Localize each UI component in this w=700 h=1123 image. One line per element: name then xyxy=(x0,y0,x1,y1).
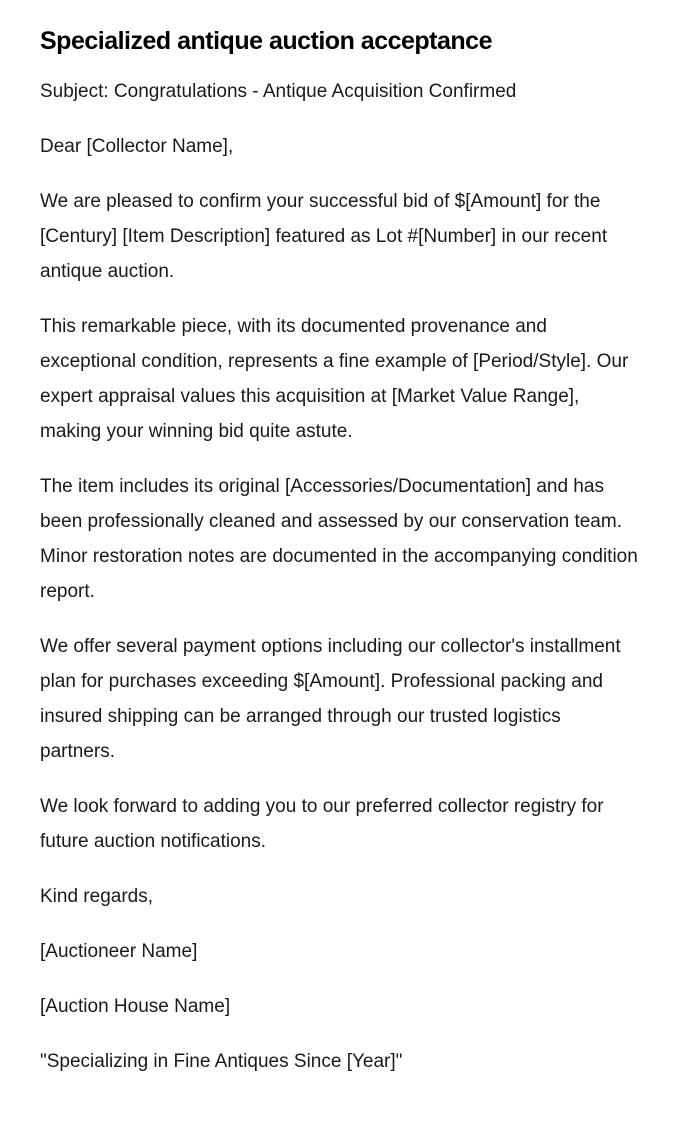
body-paragraph: We offer several payment options including our collector's installment plan for purchases exceeding $[Amount]. Professional packing and insured shipping can be arranged through our trusted logistics partners. xyxy=(40,636,621,762)
salutation: Dear [Collector Name], xyxy=(40,136,234,157)
tagline: "Specializing in Fine Antiques Since [Year]" xyxy=(40,1051,403,1072)
signature-company: [Auction House Name] xyxy=(40,996,231,1017)
body-paragraph: We look forward to adding you to our preferred collector registry for future auction notifications. xyxy=(40,796,604,852)
document-title: Specialized antique auction acceptance xyxy=(40,27,492,55)
signature-name: [Auctioneer Name] xyxy=(40,941,198,962)
body-paragraph: We are pleased to confirm your successful bid of $[Amount] for the [Century] [Item Description] featured as Lot #[Number] in our recent antique auction. xyxy=(40,191,608,282)
closing: Kind regards, xyxy=(40,886,154,907)
subject-line: Subject: Congratulations - Antique Acquisition Confirmed xyxy=(40,81,517,102)
body-paragraph: This remarkable piece, with its documented provenance and exceptional condition, represents a fine example of [Period/Style]. Our expert appraisal values this acquisition at [Market Value Range], making your winning bid quite astute. xyxy=(40,316,629,442)
body-paragraph: The item includes its original [Accessories/Documentation] and has been professionally cleaned and assessed by our conservation team. Minor restoration notes are documented in the accompanying condition report. xyxy=(40,476,638,602)
